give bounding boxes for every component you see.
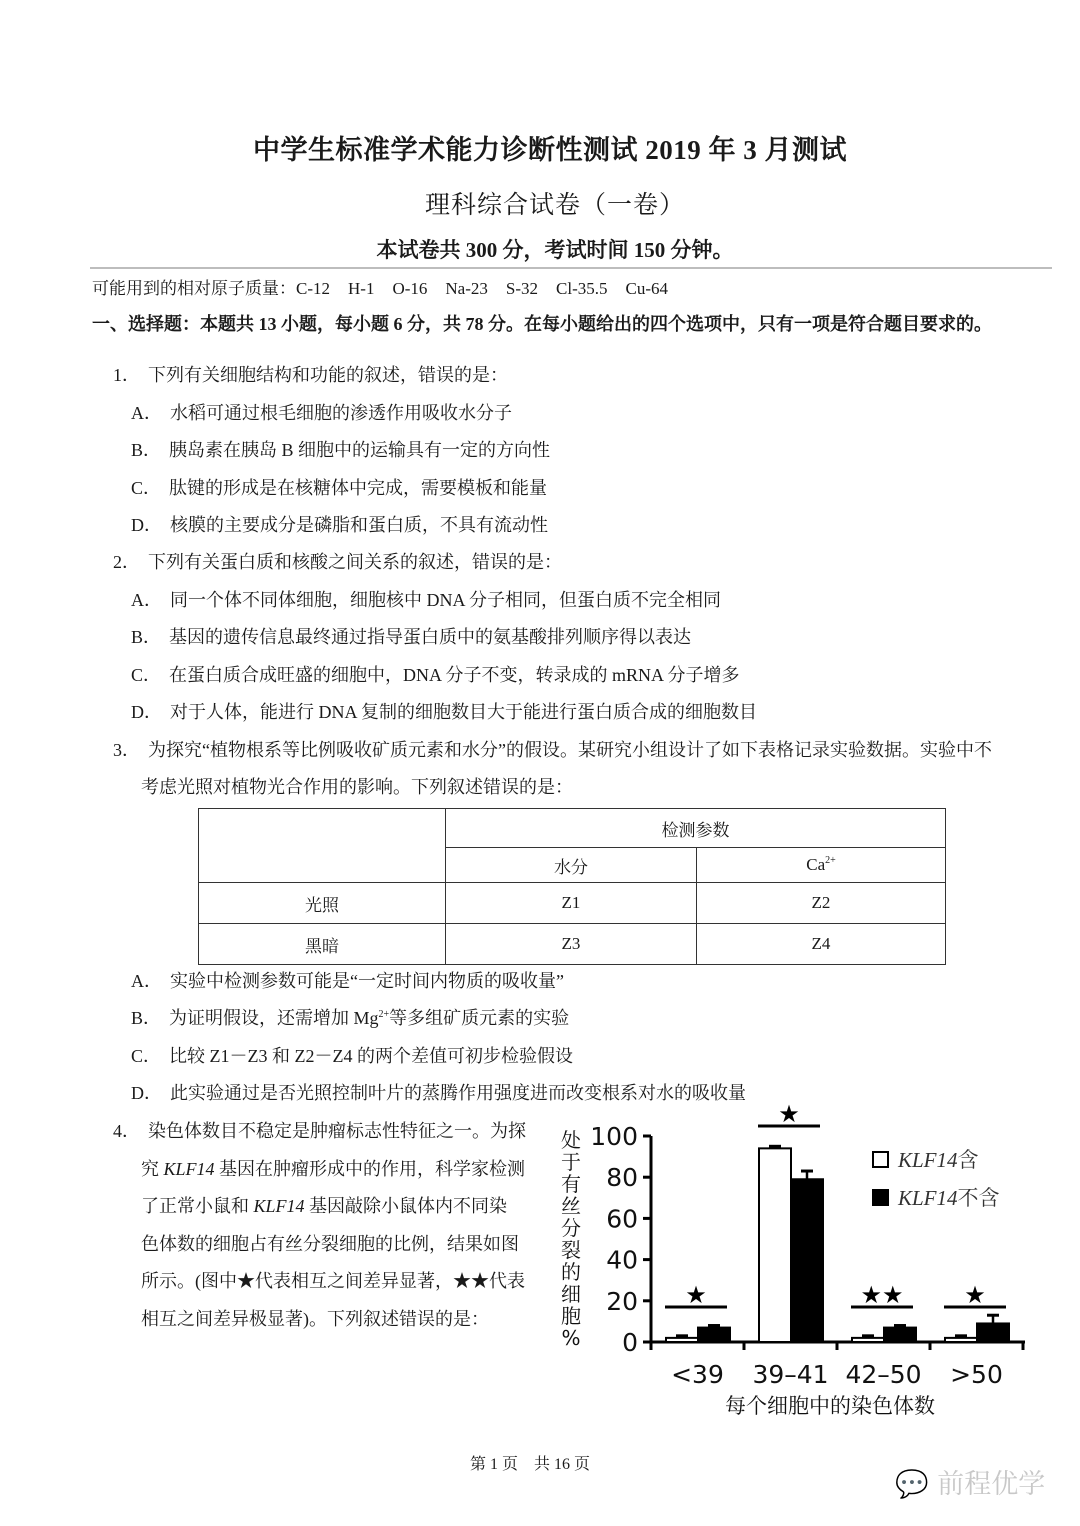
table-col-header-water: 水分 — [446, 848, 697, 883]
svg-text:%: % — [561, 1326, 581, 1350]
chromosome-bar-chart — [555, 1100, 1045, 1430]
svg-text:100: 100 — [590, 1122, 638, 1151]
question-2-option-b: B． 基因的遗传信息最终通过指导蛋白质中的氨基酸排列顺序得以表达 — [131, 627, 692, 647]
svg-text:KLF14不含: KLF14不含 — [898, 1186, 1000, 1210]
atomic-masses-label: 可能用到的相对原子质量： — [92, 279, 296, 298]
svg-text:丝: 丝 — [561, 1194, 581, 1218]
table-cell: Z2 — [697, 883, 946, 924]
question-3-option-b: B． 为证明假设，还需增加 $Mg^{2+}$等多组矿质元素的实验 — [131, 1008, 570, 1028]
svg-text:★★: ★★ — [860, 1281, 904, 1309]
question-2-stem: 2． 下列有关蛋白质和核酸之间关系的叙述，错误的是： — [113, 552, 562, 572]
svg-text:80: 80 — [606, 1163, 638, 1193]
question-4-stem-line: 色体数的细胞占有丝分裂细胞的比例，结果如图 — [141, 1234, 519, 1254]
exam-subtitle: 理科综合试卷（一卷） — [424, 192, 685, 219]
svg-text:>50: >50 — [950, 1360, 1003, 1389]
bar-chart-svg — [555, 1100, 1045, 1430]
table-cell: Z3 — [446, 924, 697, 965]
question-3-stem: 3． 为探究“植物根系等比例吸收矿质元素和水分”的假设。某研究小组设计了如下表格记录实验数据。实验中不 — [113, 740, 992, 760]
question-4-stem-line: 所示。(图中★代表相互之间差异显著，★★代表 — [141, 1271, 525, 1291]
svg-text:★: ★ — [964, 1281, 986, 1309]
table-row-label: 黑暗 — [199, 924, 446, 965]
svg-text:39–41: 39–41 — [752, 1360, 829, 1389]
question-3-stem-cont: 考虑光照对植物光合作用的影响。下列叙述错误的是： — [141, 777, 573, 797]
mass-item: O-16 — [392, 279, 428, 298]
question-1-stem: 1． 下列有关细胞结构和功能的叙述，错误的是： — [113, 365, 508, 385]
svg-text:每个细胞中的染色体数: 每个细胞中的染色体数 — [725, 1394, 935, 1418]
svg-text:的: 的 — [561, 1260, 581, 1284]
svg-text:细: 细 — [561, 1282, 581, 1306]
svg-text:42–50: 42–50 — [845, 1360, 922, 1389]
svg-text:40: 40 — [606, 1245, 638, 1275]
svg-text:20: 20 — [606, 1286, 638, 1316]
svg-text:KLF14含: KLF14含 — [898, 1148, 979, 1172]
question-3-option-d: D． 此实验通过是否光照控制叶片的蒸腾作用强度进而改变根系对水的吸收量 — [131, 1083, 746, 1103]
table-corner-cell — [199, 809, 446, 883]
table-row — [199, 883, 946, 924]
section-title: 一、选择题：本题共 13 小题，每小题 6 分，共 78 分。在每小题给出的四个选项中，只有一项是符合题目要求的。 — [92, 314, 992, 334]
table-col-header-calcium: $Ca^{2+}$ — [697, 848, 946, 883]
table-row-label: 光照 — [199, 883, 446, 924]
mass-item: H-1 — [348, 279, 375, 298]
svg-text:裂: 裂 — [561, 1238, 581, 1262]
svg-text:<39: <39 — [671, 1360, 724, 1389]
question-1-option-a: A． 水稻可通过根毛细胞的渗透作用吸收水分子 — [131, 403, 512, 423]
exam-title: 中学生标准学术能力诊断性测试 2019 年 3 月测试 — [253, 135, 847, 165]
mass-item: Cu-64 — [625, 279, 668, 298]
table-cell: Z4 — [697, 924, 946, 965]
table-group-header: 检测参数 — [446, 809, 946, 848]
svg-text:有: 有 — [561, 1172, 581, 1196]
svg-text:胞: 胞 — [561, 1304, 581, 1328]
exam-note: 本试卷共 300 分，考试时间 150 分钟。 — [376, 238, 734, 262]
svg-text:分: 分 — [561, 1216, 581, 1240]
question-4-stem-line: 相互之间差异极显著)。下列叙述错误的是： — [141, 1309, 489, 1329]
wechat-icon: 💬 — [895, 1469, 929, 1500]
question-1-option-b: B． 胰岛素在胰岛 B 细胞中的运输具有一定的方向性 — [131, 440, 551, 460]
question-1-option-d: D． 核膜的主要成分是磷脂和蛋白质，不具有流动性 — [131, 515, 548, 535]
table-cell: Z1 — [446, 883, 697, 924]
question-4-stem-line: 了正常小鼠和 KLF14 基因敲除小鼠体内不同染 — [141, 1196, 508, 1216]
question-1-option-c: C． 肽键的形成是在核糖体中完成，需要模板和能量 — [131, 478, 548, 498]
svg-text:★: ★ — [778, 1100, 800, 1128]
question-2-option-c: C． 在蛋白质合成旺盛的细胞中，DNA 分子不变，转录成的 mRNA 分子增多 — [131, 665, 740, 685]
page-number: 第 1 页 共 16 页 — [470, 1456, 591, 1473]
question-4-stem-line: 究 KLF14 基因在肿瘤形成中的作用，科学家检测 — [141, 1159, 526, 1179]
mass-item: C-12 — [296, 279, 330, 298]
svg-text:★: ★ — [685, 1281, 707, 1309]
table-row — [199, 924, 946, 965]
mass-item: S-32 — [505, 279, 539, 298]
mass-item: Cl-35.5 — [556, 279, 608, 298]
svg-text:0: 0 — [622, 1328, 638, 1357]
experiment-table — [198, 808, 946, 965]
question-2-option-a: A． 同一个体不同体细胞，细胞核中 DNA 分子相同，但蛋白质不完全相同 — [131, 590, 722, 610]
question-3-option-a: A． 实验中检测参数可能是“一定时间内物质的吸收量” — [131, 971, 564, 991]
question-2-option-d: D． 对于人体，能进行 DNA 复制的细胞数目大于能进行蛋白质合成的细胞数目 — [131, 702, 758, 722]
mass-item: Na-23 — [445, 279, 488, 298]
svg-text:于: 于 — [561, 1150, 581, 1174]
question-4-stem: 4． 染色体数目不稳定是肿瘤标志性特征之一。为探 — [113, 1121, 526, 1141]
question-3-option-c: C． 比较 Z1－Z3 和 Z2－Z4 的两个差值可初步检验假设 — [131, 1046, 573, 1066]
svg-text:处: 处 — [561, 1128, 581, 1152]
svg-text:60: 60 — [606, 1204, 638, 1234]
atomic-masses — [92, 274, 686, 299]
watermark: 💬 前程优学 — [895, 1469, 1046, 1500]
header-divider — [90, 267, 1052, 269]
